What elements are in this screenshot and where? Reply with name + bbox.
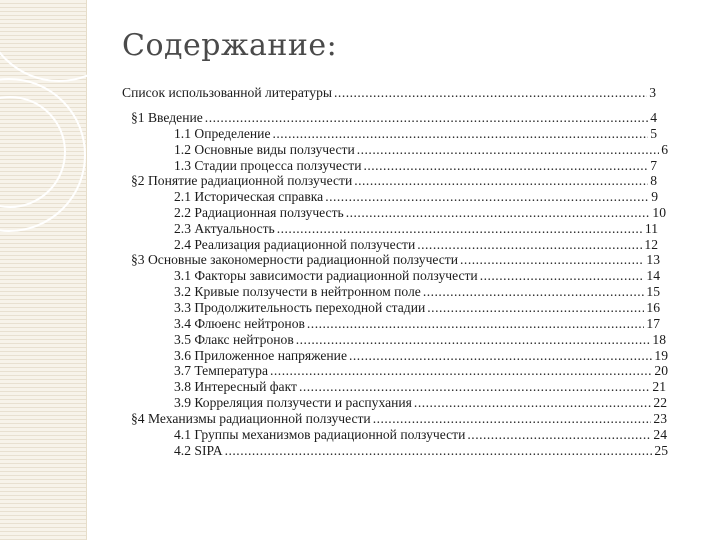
toc-entry-page: 25: [654, 443, 668, 458]
toc-entry-page: 6: [661, 142, 668, 157]
toc-entry-page: 17: [646, 316, 660, 331]
toc-entry-page: 22: [653, 395, 667, 410]
toc-entry-page: 8: [650, 173, 657, 188]
toc-entry: [131, 252, 660, 268]
toc-leader-dots: [346, 205, 651, 221]
toc-entry-page: 15: [646, 284, 660, 299]
toc-leader-dots: [373, 411, 652, 427]
toc-leader-dots: [307, 316, 645, 332]
toc-entry: [174, 205, 666, 221]
toc-entry-text: 4.2 SIPA: [174, 443, 223, 458]
toc-entry-page: 12: [644, 237, 658, 252]
toc-entry: [174, 300, 660, 316]
toc-entry-page: 21: [652, 379, 666, 394]
toc-leader-dots: [423, 284, 645, 300]
toc-entry-page: 20: [654, 363, 668, 378]
toc-entry: [174, 348, 668, 364]
toc-entry-text: 3.5 Флакс нейтронов: [174, 332, 294, 347]
toc-entry-text: 3.7 Температура: [174, 363, 268, 378]
toc-entry-page: 4: [650, 110, 657, 125]
toc-leader-dots: [334, 85, 647, 101]
toc-leader-dots: [354, 173, 648, 189]
toc-entry: [174, 158, 657, 174]
toc-entry-text: 3.1 Факторы зависимости радиационной ползучести: [174, 268, 478, 283]
toc-entry: [174, 237, 658, 253]
toc-leader-dots: [417, 237, 642, 253]
toc-entry-text: 1.1 Определение: [174, 126, 271, 141]
toc-entry: [174, 427, 667, 443]
toc-entry-text: 2.3 Актуальность: [174, 221, 275, 236]
toc-entry-page: 24: [653, 427, 667, 442]
toc-entry: [174, 363, 668, 379]
toc-entry: [174, 142, 668, 158]
toc-leader-dots: [427, 300, 644, 316]
toc-entry: [122, 85, 656, 101]
toc-leader-dots: [270, 363, 652, 379]
toc-entry-page: 10: [652, 205, 666, 220]
toc-entry: [174, 379, 666, 395]
toc-leader-dots: [296, 332, 651, 348]
toc-entry-page: 18: [652, 332, 666, 347]
toc-entry-text: 3.2 Кривые ползучести в нейтронном поле: [174, 284, 421, 299]
toc-entry: [174, 268, 660, 284]
toc-entry-text: 3.6 Приложенное напряжение: [174, 348, 347, 363]
toc-entry-page: 5: [650, 126, 657, 141]
toc-entry-text: 3.4 Флюенс нейтронов: [174, 316, 305, 331]
toc-leader-dots: [363, 158, 648, 174]
slide-title: Содержание:: [122, 28, 338, 63]
toc-entry-page: 16: [646, 300, 660, 315]
toc-entry-text: 2.1 Историческая справка: [174, 189, 324, 204]
decorative-circle: [0, 0, 136, 82]
toc-entry-text: §2 Понятие радиационной ползучести: [131, 173, 353, 188]
toc-leader-dots: [205, 110, 648, 126]
toc-entry: [174, 126, 657, 142]
toc-entry-page: 14: [646, 268, 660, 283]
toc-entry: [174, 395, 667, 411]
toc-leader-dots: [460, 252, 644, 268]
toc-leader-dots: [349, 348, 652, 364]
toc-leader-dots: [357, 142, 659, 158]
toc-leader-dots: [467, 427, 651, 443]
toc-entry-text: 4.1 Группы механизмов радиационной ползучести: [174, 427, 466, 442]
toc-entry-text: 3.8 Интересный факт: [174, 379, 297, 394]
toc-entry-page: 11: [644, 221, 658, 236]
toc-entry: [174, 221, 658, 237]
toc-leader-dots: [277, 221, 643, 237]
toc-entry: [131, 110, 657, 126]
toc-entry-page: 3: [649, 85, 656, 100]
toc-entry-page: 9: [651, 189, 658, 204]
toc-entry-text: 3.9 Корреляция ползучести и распухания: [174, 395, 412, 410]
toc-leader-dots: [480, 268, 645, 284]
toc-entry-text: §4 Механизмы радиационной ползучести: [131, 411, 371, 426]
toc-leader-dots: [414, 395, 651, 411]
toc-entry-page: 7: [650, 158, 657, 173]
toc-entry: [174, 316, 660, 332]
decorative-divider: [86, 0, 87, 540]
toc-entry-page: 23: [653, 411, 667, 426]
toc-entry-text: 1.3 Стадии процесса ползучести: [174, 158, 362, 173]
toc-entry-text: Список использованной литературы: [122, 85, 333, 100]
toc-leader-dots: [325, 189, 649, 205]
toc-entry-text: §3 Основные закономерности радиационной ползучести: [131, 252, 459, 267]
toc-entry-text: 3.3 Продолжительность переходной стадии: [174, 300, 426, 315]
toc-entry: [174, 189, 658, 205]
toc-entry-text: 2.2 Радиационная ползучесть: [174, 205, 344, 220]
toc-entry-text: §1 Введение: [131, 110, 203, 125]
toc-entry-text: 2.4 Реализация радиационной ползучести: [174, 237, 416, 252]
toc-entry: [174, 443, 668, 459]
toc-leader-dots: [299, 379, 650, 395]
toc-entry: [174, 284, 660, 300]
toc-entry: [131, 173, 657, 189]
toc-entry: [174, 332, 666, 348]
toc-leader-dots: [225, 443, 653, 459]
toc-entry-text: 1.2 Основные виды ползучести: [174, 142, 355, 157]
toc-leader-dots: [272, 126, 648, 142]
toc-entry-page: 19: [654, 348, 668, 363]
toc-entry-page: 13: [646, 252, 660, 267]
toc-entry: [131, 411, 667, 427]
